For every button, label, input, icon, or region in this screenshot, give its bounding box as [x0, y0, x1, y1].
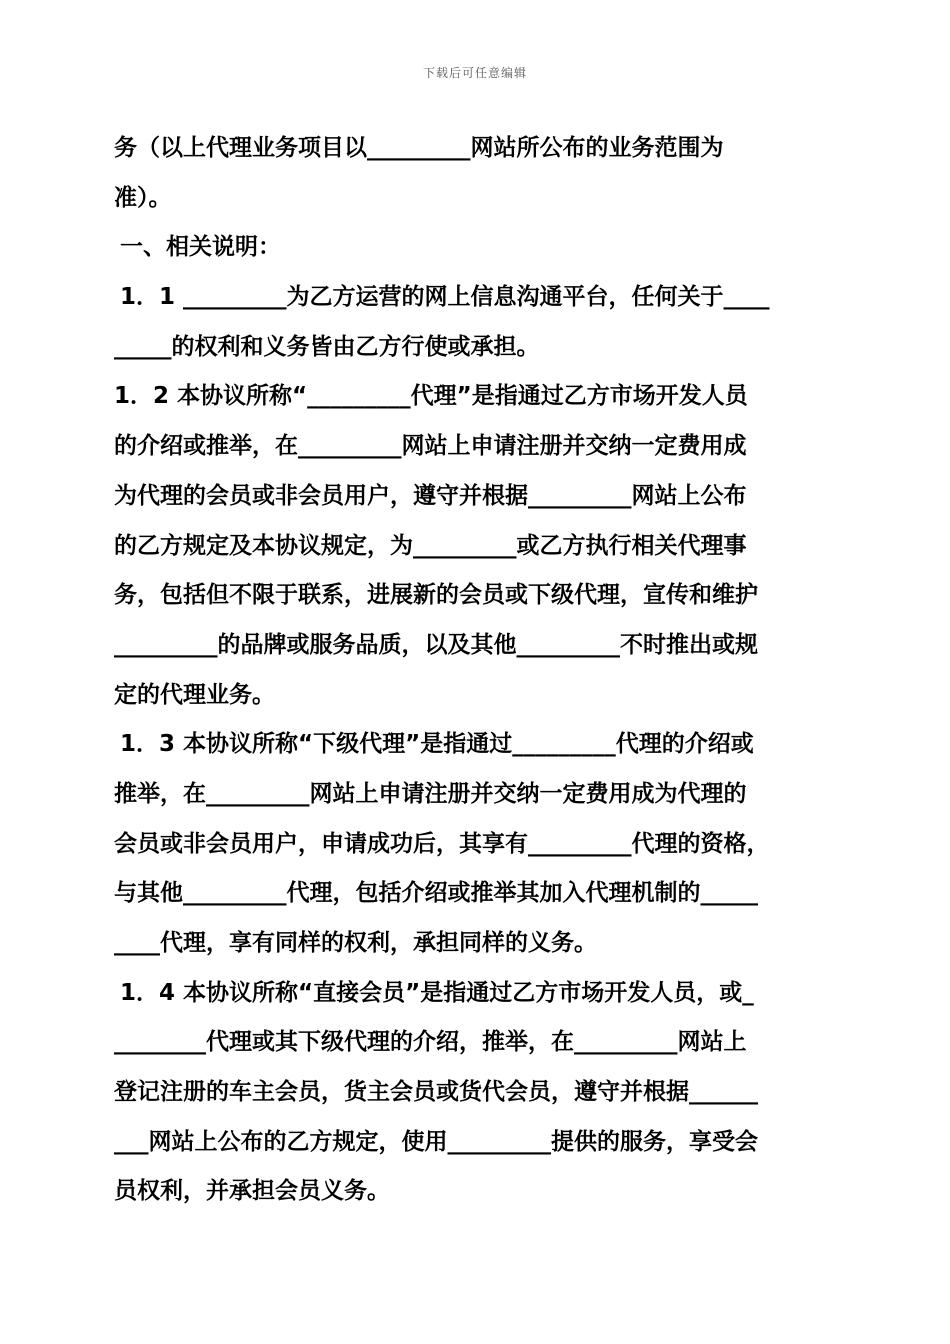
document-body: [114, 124, 854, 1217]
page-header-note: 下载后可任意编辑: [422, 66, 527, 80]
paragraph-line: 员权利，并承担会员义务。: [114, 1178, 390, 1205]
paragraph-line: ________代理或其下级代理的介绍，推举，在_________网站上: [114, 1029, 747, 1056]
paragraph-line: 的乙方规定及本协议规定，为_________或乙方执行相关代理事: [114, 532, 747, 559]
paragraph-line: 登记注册的车主会员，货主会员或货代会员，遵守并根据______: [114, 1079, 758, 1106]
paragraph-line: 与其他_________代理，包括介绍或推举其加入代理机制的_____: [114, 880, 758, 907]
paragraph-line: _____的权利和义务皆由乙方行使或承担。: [114, 333, 540, 360]
paragraph-line: 会员或非会员用户，申请成功后，其享有_________代理的资格，: [114, 830, 770, 857]
paragraph-line: 定的代理业务。: [114, 681, 275, 708]
paragraph-line: ___网站上公布的乙方规定，使用_________提供的服务，享受会: [114, 1128, 758, 1155]
paragraph-line: ____代理，享有同样的权利，承担同样的义务。: [114, 930, 597, 956]
paragraph-line: 务，包括但不限于联系，进展新的会员或下级代理，宣传和维护: [114, 582, 758, 609]
clause-1-4-line: 1．4 本协议所称“直接会员”是指通过乙方市场开发人员，或_: [120, 979, 754, 1006]
paragraph-line: _________的品牌或服务品质，以及其他_________不时推出或规: [114, 631, 758, 658]
clause-1-2-line: 1．2 本协议所称“_________代理”是指通过乙方市场开发人员: [114, 383, 748, 410]
section-heading: 一、相关说明：: [120, 234, 281, 261]
clause-1-3-line: 1．3 本协议所称“下级代理”是指通过_________代理的介绍或: [120, 731, 754, 758]
paragraph-line: 推举，在_________网站上申请注册并交纳一定费用成为代理的: [114, 780, 747, 807]
paragraph-line: 的介绍或推举，在_________网站上申请注册并交纳一定费用成: [114, 433, 747, 460]
clause-1-1-line: 1．1 _________为乙方运营的网上信息沟通平台，任何关于____: [120, 284, 770, 311]
paragraph-line: 为代理的会员或非会员用户，遵守并根据_________网站上公布: [114, 482, 747, 509]
paragraph-line: 准）。: [114, 184, 172, 211]
paragraph-line: 务（以上代理业务项目以_________网站所公布的业务范围为: [114, 135, 724, 161]
